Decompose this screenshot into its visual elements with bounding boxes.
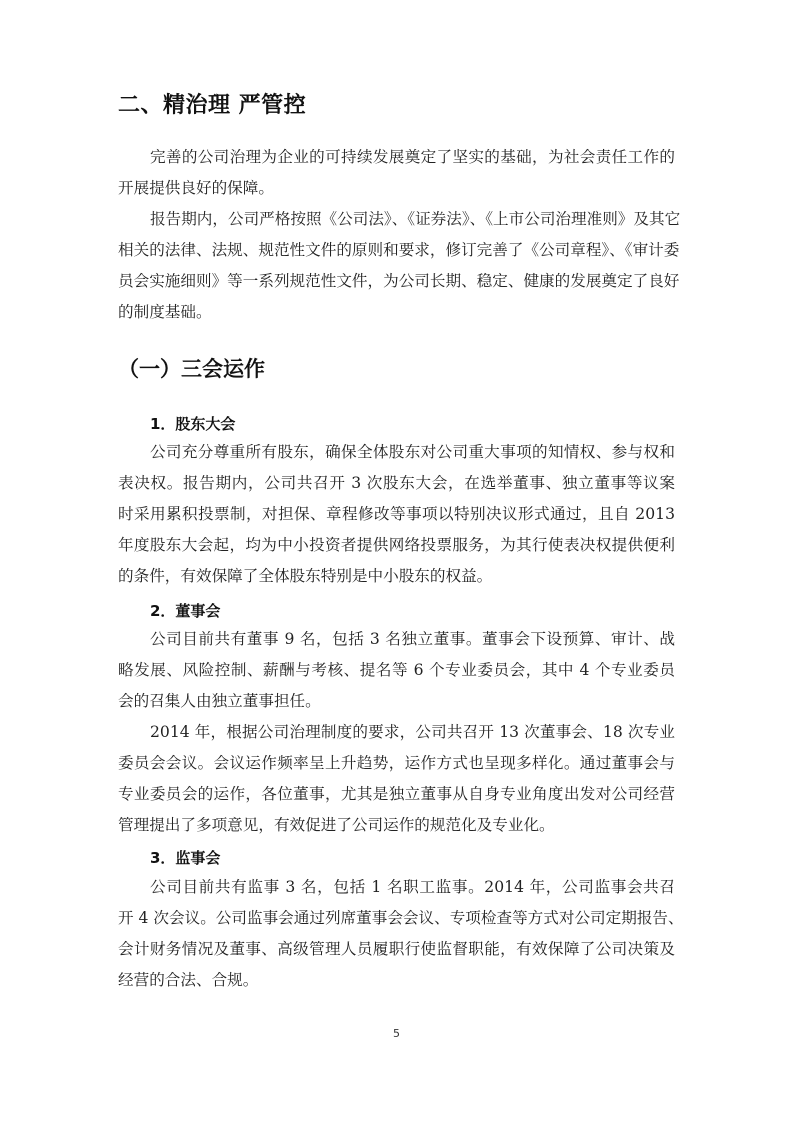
text-line: 时采用累积投票制，对担保、章程修改等事项以特别决议形式通过，且自 2013 (118, 505, 675, 523)
shareholders-paragraph (118, 437, 675, 592)
text-line: 员会实施细则》等一系列规范性文件，为公司长期、稳定、健康的发展奠定了良好 (118, 272, 680, 290)
text-line: 管理提出了多项意见，有效促进了公司运作的规范化及专业化。 (118, 816, 555, 834)
intro-paragraph-2 (118, 204, 681, 328)
text-line: 开展提供良好的保障。 (118, 179, 274, 197)
text-line: 表决权。报告期内，公司共召开 3 次股东大会，在选举董事、独立董事等议案 (118, 474, 675, 492)
heading-supervisory-board: 3．监事会 (150, 849, 221, 867)
text-line: 公司目前共有监事 3 名，包括 1 名职工监事。2014 年，公司监事会共召 (150, 878, 675, 896)
text-line: 报告期内，公司严格按照《公司法》、《证券法》、《上市公司治理准则》及其它 (150, 210, 681, 228)
text-line: 公司充分尊重所有股东，确保全体股东对公司重大事项的知情权、参与权和 (150, 443, 675, 461)
text-line: 年度股东大会起，均为中小投资者提供网络投票服务，为其行使表决权提供便利 (118, 536, 675, 554)
supervisory-paragraph (118, 872, 684, 996)
heading-shareholders-meeting: 1．股东大会 (150, 415, 236, 433)
board-paragraph-1 (118, 624, 675, 717)
text-line: 委员会会议。会议运作频率呈上升趋势，运作方式也呈现多样化。通过董事会与 (118, 754, 675, 772)
subsection-title: （一）三会运作 (118, 357, 265, 381)
intro-paragraph-1 (118, 142, 675, 204)
text-line: 2014 年，根据公司治理制度的要求，公司共召开 13 次董事会、18 次专业 (150, 723, 675, 741)
text-line: 完善的公司治理为企业的可持续发展奠定了坚实的基础，为社会责任工作的 (150, 148, 675, 166)
text-line: 专业委员会的运作，各位董事，尤其是独立董事从自身专业角度出发对公司经营 (118, 785, 675, 803)
text-line: 略发展、风险控制、薪酬与考核、提名等 6 个专业委员会，其中 4 个专业委员 (118, 661, 675, 679)
text-line: 相关的法律、法规、规范性文件的原则和要求，修订完善了《公司章程》、《审计委 (118, 241, 680, 259)
page-number: 5 (393, 1027, 400, 1040)
text-line: 会的召集人由独立董事担任。 (118, 692, 321, 710)
heading-board-of-directors: 2．董事会 (150, 602, 221, 620)
text-line: 的条件，有效保障了全体股东特别是中小股东的权益。 (118, 567, 493, 585)
text-line: 经营的合法、合规。 (118, 971, 259, 989)
text-line: 公司目前共有董事 9 名，包括 3 名独立董事。董事会下设预算、审计、战 (150, 630, 675, 648)
text-line: 会计财务情况及董事、高级管理人员履职行使监督职能，有效保障了公司决策及 (118, 940, 675, 958)
board-paragraph-2 (118, 717, 675, 841)
section-title: 二、精治理 严管控 (118, 93, 307, 118)
text-line: 开 4 次会议。公司监事会通过列席董事会会议、专项检查等方式对公司定期报告、 (118, 909, 684, 927)
text-line: 的制度基础。 (118, 303, 212, 321)
